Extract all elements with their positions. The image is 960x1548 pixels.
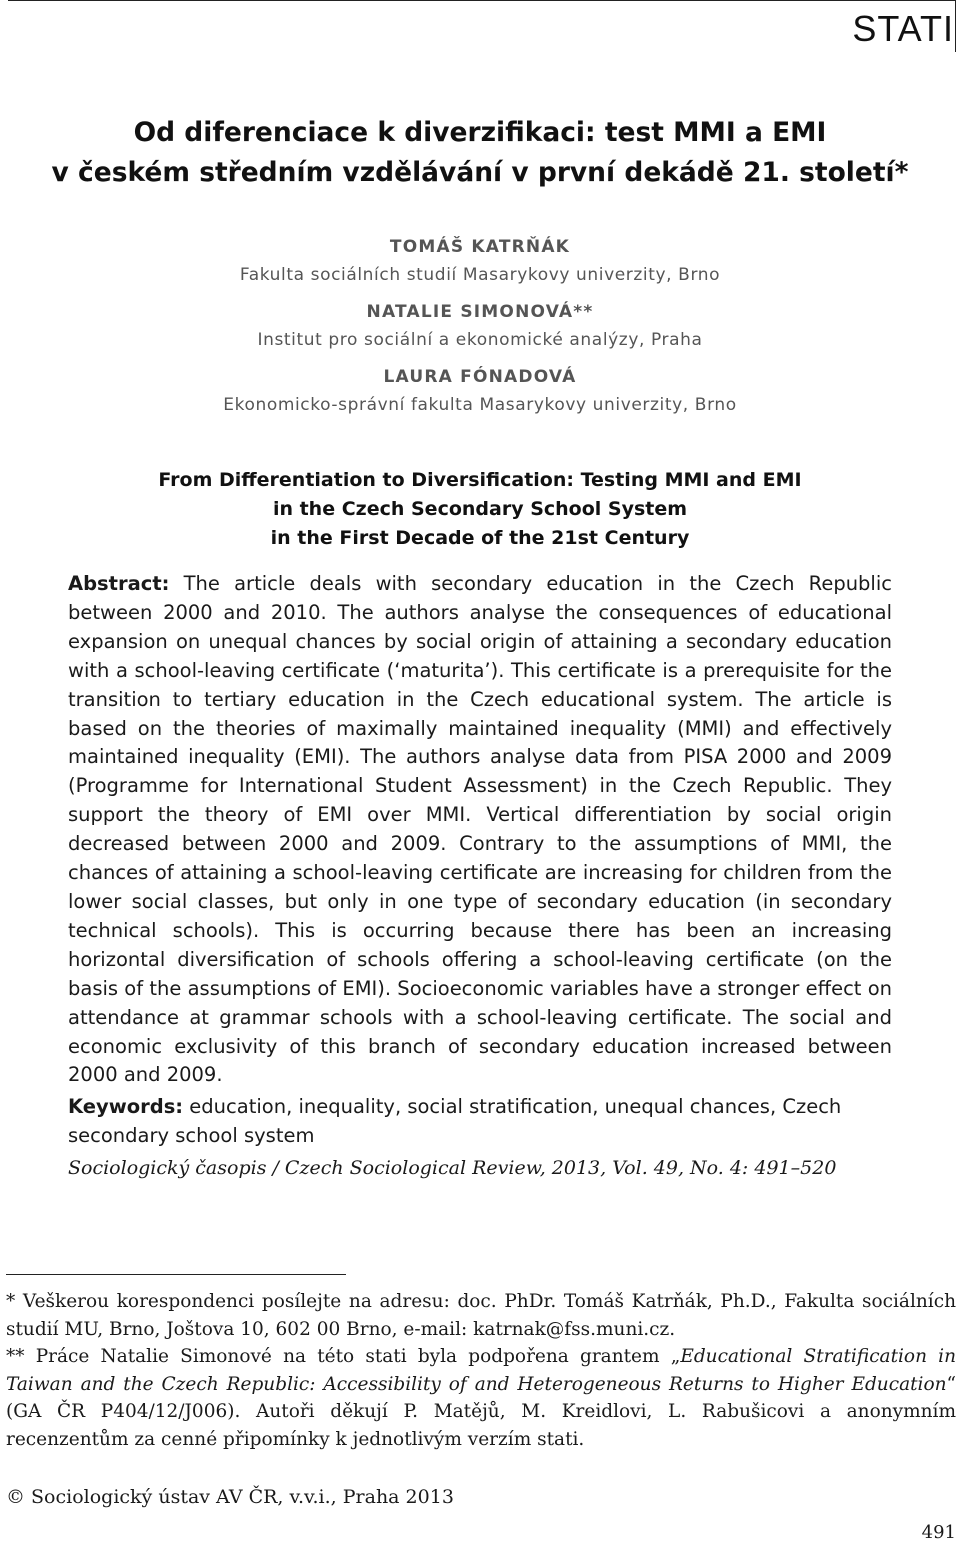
grant-title: Educational Stratification in Taiwan and the Czech Republic: Accessibility of and Heterogeneous Returns to Higher Education bbox=[6, 1346, 957, 1395]
english-title-line-3: in the First Decade of the 21st Century bbox=[270, 527, 690, 549]
article-title-line-2: v českém středním vzdělávání v první dekádě 21. století* bbox=[51, 157, 909, 188]
english-title-line-2: in the Czech Secondary School System bbox=[272, 498, 688, 520]
author-name: TOMÁŠ KATRŇÁK bbox=[389, 237, 571, 257]
keywords-text: education, inequality, social stratification, unequal chances, Czech secondary school system bbox=[68, 1095, 842, 1147]
footnote-marker: * bbox=[6, 1291, 23, 1312]
footnote-1 bbox=[6, 1288, 956, 1343]
author-list bbox=[0, 232, 960, 427]
article-title-line-1: Od diferenciace k diverzifikaci: test MMI a EMI bbox=[133, 117, 827, 148]
journal-citation: Sociologický časopis / Czech Sociological Review, 2013, Vol. 49, No. 4: 491–520 bbox=[68, 1157, 837, 1179]
header-rule bbox=[8, 0, 956, 1]
footnotes bbox=[6, 1288, 956, 1453]
section-label: STATI bbox=[852, 8, 954, 49]
author-name: NATALIE SIMONOVÁ** bbox=[366, 302, 594, 322]
keywords bbox=[68, 1093, 892, 1151]
abstract-text: The article deals with secondary education in the Czech Republic between 2000 and 2010. The authors analyse the consequences of educational expansion on unequal chances by social origin of attaining a secondary education with a school-leaving certificate (‘maturita’). This certificate is a prerequisite for the transition to tertiary education in the Czech educational system. The article is based on the theories of maximally maintained inequality (MMI) and effectively maintained inequality (EMI). The authors analyse data from PISA 2000 and 2009 (Programme for International Student Assessment) in the Czech Republic. They support the theory of EMI over MMI. Vertical differentiation by social origin decreased between 2000 and 2009. Contrary to the assumptions of MMI, the chances of attaining a school-leaving certificate are increasing for children from the lower social classes, but only in one type of secondary education (in secondary technical schools). This is occurring because there has been an increasing horizontal diversification of schools offering a school-leaving certificate (on the basis of the assumptions of EMI). Socioeconomic variables have a stronger effect on attendance at grammar schools with a school-leaving certificate. The social and economic exclusivity of this branch of secondary education increased between 2000 and 2009. bbox=[68, 572, 892, 1087]
author-block bbox=[0, 297, 960, 353]
author-affiliation: Ekonomicko-správní fakulta Masarykovy univerzity, Brno bbox=[223, 395, 737, 415]
footnote-2 bbox=[6, 1343, 956, 1453]
author-affiliation: Institut pro sociální a ekonomické analýzy, Praha bbox=[257, 330, 703, 350]
article-title bbox=[20, 113, 940, 193]
author-affiliation: Fakulta sociálních studií Masarykovy univerzity, Brno bbox=[239, 265, 721, 285]
copyright-notice: © Sociologický ústav AV ČR, v.v.i., Praha 2013 bbox=[6, 1486, 454, 1508]
page-number: 491 bbox=[921, 1522, 956, 1543]
footnote-text: Veškerou korespondenci posílejte na adresu: doc. PhDr. Tomáš Katrňák, Ph.D., Fakulta sociálních studií MU, Brno, Joštova 10, 602 00 Brno, e-mail: katrnak@fss.muni.cz. bbox=[6, 1291, 956, 1340]
author-block bbox=[0, 232, 960, 288]
footnote-text-end: “ (GA ČR P404/12/J006). Autoři děkují P. Matějů, M. Kreidlovi, L. Rabušicovi a anonymním recenzentům za cenné připomínky k jednotlivým verzím stati. bbox=[6, 1373, 956, 1450]
header-corner-rule bbox=[955, 0, 956, 52]
abstract-label: Abstract: bbox=[68, 572, 170, 595]
footnote-marker: ** bbox=[6, 1346, 25, 1367]
abstract bbox=[68, 570, 892, 1090]
footnote-rule bbox=[6, 1274, 346, 1275]
keywords-label: Keywords: bbox=[68, 1095, 184, 1118]
english-title bbox=[40, 466, 920, 553]
author-name: LAURA FÓNADOVÁ bbox=[383, 367, 577, 387]
author-block bbox=[0, 362, 960, 418]
english-title-line-1: From Differentiation to Diversification: Testing MMI and EMI bbox=[158, 469, 802, 491]
footnote-text: Práce Natalie Simonové na této stati byla podpořena grantem „ bbox=[24, 1346, 681, 1367]
